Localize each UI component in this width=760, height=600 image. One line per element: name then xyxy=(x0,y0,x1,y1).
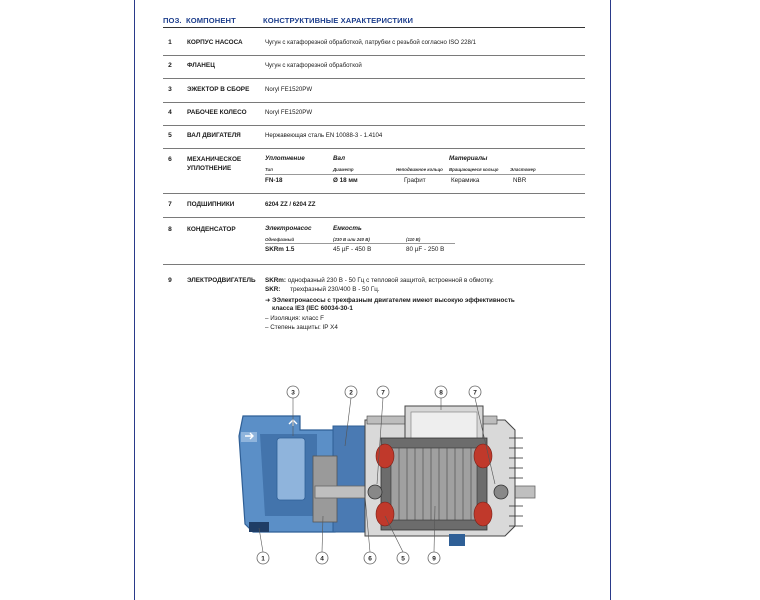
row-number: 8 xyxy=(168,226,172,233)
callout-label: 9 xyxy=(432,555,436,563)
row-number: 3 xyxy=(168,86,172,93)
capacitor-capacity-header: Емкость xyxy=(333,225,362,232)
callout-label: 8 xyxy=(439,389,443,397)
motor-skr-label: SKR: xyxy=(265,286,281,293)
row-component: ФЛАНЕЦ xyxy=(187,62,215,69)
rotating-ring-label: Вращающееся кольцо xyxy=(449,167,499,172)
row-component: РАБОЧЕЕ КОЛЕСО xyxy=(187,109,247,116)
row-divider xyxy=(163,148,585,149)
row-number: 1 xyxy=(168,39,172,46)
row-description: Noryl FE1520PW xyxy=(265,109,313,116)
materials-header: Материалы xyxy=(449,155,488,162)
callout-label: 5 xyxy=(401,555,405,563)
row-component: ВАЛ ДВИГАТЕЛЯ xyxy=(187,132,241,139)
row-component: МЕХАНИЧЕСКОЕ УПЛОТНЕНИЕ xyxy=(187,156,242,172)
row-component: КОРПУС НАСОСА xyxy=(187,39,243,46)
callout-label: 7 xyxy=(473,389,477,397)
callout-label: 2 xyxy=(349,389,353,397)
callout-label: 3 xyxy=(291,389,295,397)
capacitor-model-value: SKRm 1.5 xyxy=(265,246,295,253)
motor-skr-text: трехфазный 230/400 В - 50 Гц. xyxy=(290,286,380,293)
row-description: Noryl FE1520PW xyxy=(265,86,313,93)
seal-diameter-value: Ø 18 мм xyxy=(333,177,358,184)
capacitor-value-1: 45 µF - 450 В xyxy=(333,246,372,253)
motor-efficiency-note-2: класса IE3 (IEC 60034-30-1 xyxy=(272,305,353,312)
row-divider xyxy=(163,193,585,194)
motor-skrm-line xyxy=(265,277,494,284)
row-number: 2 xyxy=(168,62,172,69)
motor-skrm-label: SKRm: xyxy=(265,277,286,284)
header-component: КОМПОНЕНТ xyxy=(186,16,236,25)
row-component: ЭЛЕКТРОДВИГАТЕЛЬ xyxy=(187,277,256,284)
fixed-ring-label: Неподвижное кольцо xyxy=(396,167,443,172)
row-description: Нержавеющая сталь EN 10088-3 - 1.4104 xyxy=(265,132,383,139)
row-number: 5 xyxy=(168,132,172,139)
header-pos: ПОЗ. xyxy=(163,16,182,25)
callout-label: 7 xyxy=(381,389,385,397)
capacitor-value-2: 80 µF - 250 В xyxy=(406,246,445,253)
callout-label: 1 xyxy=(261,555,265,563)
row-divider xyxy=(163,55,585,56)
row-number: 6 xyxy=(168,156,172,163)
elastomer-value: NBR xyxy=(513,177,527,184)
header-characteristics: КОНСТРУКТИВНЫЕ ХАРАКТЕРИСТИКИ xyxy=(263,16,414,25)
seal-diameter-label: Диаметр xyxy=(333,167,354,172)
capacitor-inner-rule xyxy=(265,243,455,244)
motor-skr-line xyxy=(265,286,380,293)
page-right-border xyxy=(610,0,611,600)
capacitor-pump-header: Электронасос xyxy=(265,225,312,232)
voltage2-label: (110 В) xyxy=(406,237,421,242)
row-description: Чугун с катафорезной обработкой xyxy=(265,62,362,69)
motor-skrm-text: однофазный 230 В - 50 Гц с тепловой защитой, встроенной в обмотку. xyxy=(287,277,494,284)
row-description: Чугун с катафорезной обработкой, патрубки с резьбой согласно ISO 228/1 xyxy=(265,39,476,46)
row-number: 4 xyxy=(168,109,172,116)
elastomer-label: Эластомер xyxy=(510,167,536,172)
pump-body-illustration xyxy=(239,406,535,546)
header-rule xyxy=(163,27,585,28)
row-divider xyxy=(163,217,585,218)
callout-label: 4 xyxy=(320,555,324,563)
callout-label: 6 xyxy=(368,555,372,563)
fixed-ring-value: Графит xyxy=(404,177,426,184)
pump-cutaway-diagram xyxy=(205,376,545,576)
seal-inner-rule xyxy=(265,174,585,175)
rotating-ring-value: Керамика xyxy=(451,177,480,184)
row-component: ЭЖЕКТОР В СБОРЕ xyxy=(187,86,250,93)
row-component: ПОДШИПНИКИ xyxy=(187,201,235,208)
row-component: КОНДЕНСАТОР xyxy=(187,226,236,233)
motor-insulation: – Изоляция: класс F xyxy=(265,315,324,322)
row-divider xyxy=(163,102,585,103)
row-number: 7 xyxy=(168,201,172,208)
single-phase-label: Однофазный xyxy=(265,237,295,242)
motor-efficiency-note-1: ➜ ЭЭлектронасосы с трехфазным двигателем имеют высокую эффективность xyxy=(265,297,515,304)
seal-type-label: Тип xyxy=(265,167,273,172)
row-description: 6204 ZZ / 6204 ZZ xyxy=(265,201,316,208)
row-number: 9 xyxy=(168,277,172,284)
motor-protection: – Степень защиты: IP X4 xyxy=(265,324,338,331)
seal-type-value: FN-18 xyxy=(265,177,283,184)
page-left-border xyxy=(134,0,135,600)
row-divider xyxy=(163,78,585,79)
row-divider xyxy=(163,125,585,126)
shaft-header: Вал xyxy=(333,155,346,162)
seal-header: Уплотнение xyxy=(265,155,305,162)
row-divider xyxy=(163,264,585,265)
voltage1-label: (230 В или 240 В) xyxy=(333,237,370,242)
